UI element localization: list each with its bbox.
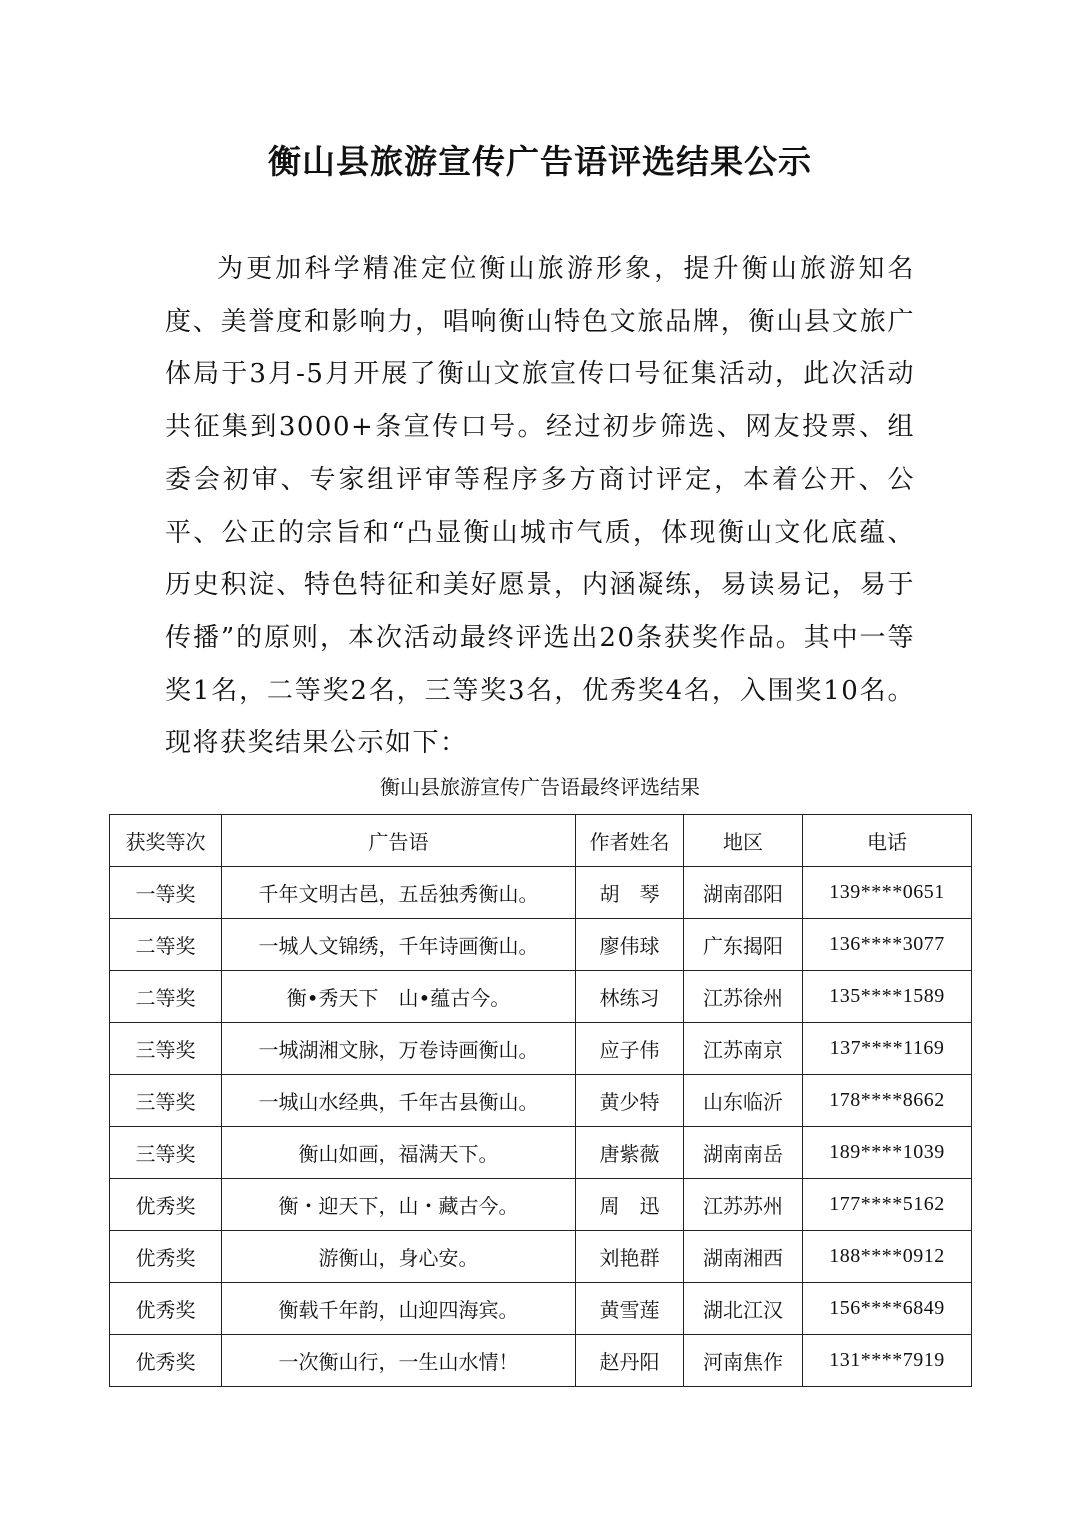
cell-author-name: 周 迅 — [576, 1179, 684, 1231]
cell-region: 山东临沂 — [684, 1075, 803, 1127]
cell-region: 湖南邵阳 — [684, 867, 803, 919]
cell-award-level: 二等奖 — [110, 971, 222, 1023]
cell-region: 广东揭阳 — [684, 919, 803, 971]
table-header-row — [110, 815, 972, 867]
cell-phone: 136****3077 — [803, 919, 972, 971]
cell-author-name: 赵丹阳 — [576, 1335, 684, 1387]
cell-phone: 137****1169 — [803, 1023, 972, 1075]
cell-phone: 188****0912 — [803, 1231, 972, 1283]
cell-award-level: 二等奖 — [110, 919, 222, 971]
cell-slogan: 一次衡山行，一生山水情！ — [222, 1335, 576, 1387]
cell-award-level: 一等奖 — [110, 867, 222, 919]
cell-slogan: 衡山如画，福满天下。 — [222, 1127, 576, 1179]
cell-author-name: 黄雪莲 — [576, 1283, 684, 1335]
cell-region: 江苏苏州 — [684, 1179, 803, 1231]
cell-region: 江苏徐州 — [684, 971, 803, 1023]
table-caption: 衡山县旅游宣传广告语最终评选结果 — [380, 775, 700, 799]
page-title: 衡山县旅游宣传广告语评选结果公示 — [268, 142, 812, 181]
table-row — [110, 1231, 972, 1283]
cell-region: 湖北江汉 — [684, 1283, 803, 1335]
cell-region: 湖南湘西 — [684, 1231, 803, 1283]
cell-author-name: 胡 琴 — [576, 867, 684, 919]
table-row — [110, 1179, 972, 1231]
table-row — [110, 1023, 972, 1075]
cell-slogan: 一城人文锦绣，千年诗画衡山。 — [222, 919, 576, 971]
cell-slogan: 一城湖湘文脉，万卷诗画衡山。 — [222, 1023, 576, 1075]
cell-phone: 178****8662 — [803, 1075, 972, 1127]
cell-slogan: 游衡山，身心安。 — [222, 1231, 576, 1283]
cell-region: 湖南南岳 — [684, 1127, 803, 1179]
header-slogan: 广告语 — [222, 815, 576, 867]
cell-author-name: 唐紫薇 — [576, 1127, 684, 1179]
table-row — [110, 971, 972, 1023]
table-row — [110, 919, 972, 971]
header-award-level: 获奖等次 — [110, 815, 222, 867]
cell-award-level: 三等奖 — [110, 1075, 222, 1127]
cell-award-level: 优秀奖 — [110, 1335, 222, 1387]
cell-award-level: 优秀奖 — [110, 1283, 222, 1335]
cell-award-level: 三等奖 — [110, 1127, 222, 1179]
results-table — [109, 814, 972, 1387]
cell-slogan: 衡・迎天下，山・藏古今。 — [222, 1179, 576, 1231]
cell-slogan: 衡•秀天下 山•蕴古今。 — [222, 971, 576, 1023]
header-author-name: 作者姓名 — [576, 815, 684, 867]
cell-award-level: 优秀奖 — [110, 1231, 222, 1283]
header-phone: 电话 — [803, 815, 972, 867]
table-row — [110, 1127, 972, 1179]
cell-phone: 135****1589 — [803, 971, 972, 1023]
cell-author-name: 林练习 — [576, 971, 684, 1023]
table-row — [110, 1335, 972, 1387]
cell-region: 河南焦作 — [684, 1335, 803, 1387]
cell-author-name: 刘艳群 — [576, 1231, 684, 1283]
cell-phone: 156****6849 — [803, 1283, 972, 1335]
cell-phone: 189****1039 — [803, 1127, 972, 1179]
table-row — [110, 867, 972, 919]
cell-slogan: 衡载千年韵，山迎四海宾。 — [222, 1283, 576, 1335]
cell-region: 江苏南京 — [684, 1023, 803, 1075]
cell-phone: 177****5162 — [803, 1179, 972, 1231]
header-region: 地区 — [684, 815, 803, 867]
cell-phone: 139****0651 — [803, 867, 972, 919]
cell-slogan: 一城山水经典，千年古县衡山。 — [222, 1075, 576, 1127]
cell-author-name: 应子伟 — [576, 1023, 684, 1075]
intro-paragraph: 为更加科学精准定位衡山旅游形象，提升衡山旅游知名度、美誉度和影响力，唱响衡山特色文旅品牌，衡山县文旅广体局于3月-5月开展了衡山文旅宣传口号征集活动，此次活动共征集到3000+条宣传口号。经过初步筛选、网友投票、组委会初审、专家组评审等程序多方商讨评定，本着公开、公平、公正的宗旨和“凸显衡山城市气质，体现衡山文化底蕴、历史积淀、特色特征和美好愿景，内涵凝练，易读易记，易于传播”的原则，本次活动最终评选出20条获奖作品。其中一等奖1名，二等奖2名，三等奖3名，优秀奖4名，入围奖10名。现将获奖结果公示如下： — [165, 254, 915, 759]
cell-slogan: 千年文明古邑，五岳独秀衡山。 — [222, 867, 576, 919]
cell-author-name: 黄少特 — [576, 1075, 684, 1127]
table-row — [110, 1075, 972, 1127]
table-row — [110, 1283, 972, 1335]
cell-author-name: 廖伟球 — [576, 919, 684, 971]
cell-award-level: 三等奖 — [110, 1023, 222, 1075]
cell-award-level: 优秀奖 — [110, 1179, 222, 1231]
cell-phone: 131****7919 — [803, 1335, 972, 1387]
